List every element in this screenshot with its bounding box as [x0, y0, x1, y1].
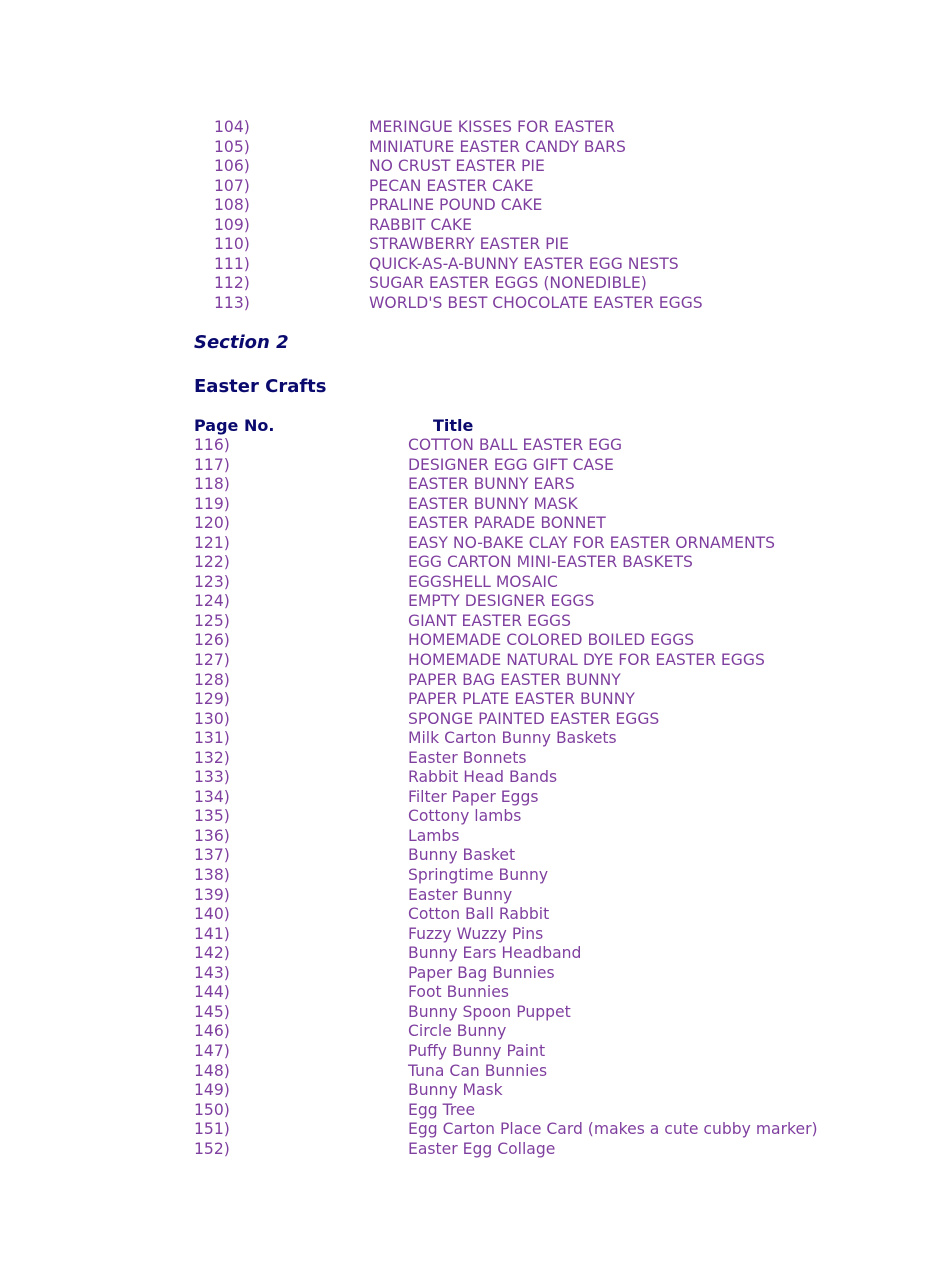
list-item	[194, 944, 818, 964]
page-number: 142)	[194, 944, 230, 963]
item-title: Bunny Spoon Puppet	[408, 1002, 571, 1021]
item-title: Springtime Bunny	[408, 866, 549, 885]
list-item	[194, 729, 818, 749]
page-number: 118)	[194, 475, 230, 494]
list-item	[194, 846, 818, 866]
item-title: Easter Egg Collage	[408, 1139, 556, 1158]
item-title: Easter Bunny	[408, 885, 513, 904]
item-title: PAPER PLATE EASTER BUNNY	[408, 690, 635, 709]
page-number: 150)	[194, 1100, 230, 1119]
page-number: 107)	[214, 176, 250, 195]
list-item	[194, 671, 818, 691]
page-number: 131)	[194, 729, 230, 748]
page-number: 152)	[194, 1139, 230, 1158]
item-title: NO CRUST EASTER PIE	[369, 157, 545, 176]
list-item	[194, 807, 818, 827]
item-title: Puffy Bunny Paint	[408, 1041, 546, 1060]
item-title: Lambs	[408, 826, 460, 845]
page-number: 140)	[194, 905, 230, 924]
page-number: 133)	[194, 768, 230, 787]
item-title: HOMEMADE NATURAL DYE FOR EASTER EGGS	[408, 651, 765, 670]
item-title: Cottony lambs	[408, 807, 522, 826]
previous-section-list	[214, 118, 703, 313]
item-title: SPONGE PAINTED EASTER EGGS	[408, 709, 660, 728]
item-title: STRAWBERRY EASTER PIE	[369, 235, 570, 254]
page-number: 121)	[194, 533, 230, 552]
list-item	[194, 592, 818, 612]
item-title: Easter Bonnets	[408, 748, 527, 767]
list-item	[194, 612, 818, 632]
item-title: MINIATURE EASTER CANDY BARS	[369, 137, 626, 156]
list-item	[194, 768, 818, 788]
list-item	[194, 1003, 818, 1023]
item-title: EASTER BUNNY MASK	[408, 494, 578, 513]
item-title: Foot Bunnies	[408, 983, 509, 1002]
page-number: 148)	[194, 1061, 230, 1080]
page-number: 132)	[194, 748, 230, 767]
page-number: 126)	[194, 631, 230, 650]
item-title: PAPER BAG EASTER BUNNY	[408, 670, 621, 689]
list-item	[194, 886, 818, 906]
page-number: 123)	[194, 572, 230, 591]
list-item	[194, 905, 818, 925]
list-item	[194, 1042, 818, 1062]
page-number: 120)	[194, 514, 230, 533]
page-number: 127)	[194, 651, 230, 670]
easter-crafts-list	[194, 436, 818, 1159]
list-item	[214, 138, 703, 158]
item-title: Filter Paper Eggs	[408, 787, 539, 806]
item-title: Paper Bag Bunnies	[408, 963, 555, 982]
list-item	[194, 553, 818, 573]
item-title: PRALINE POUND CAKE	[369, 196, 543, 215]
list-item	[194, 631, 818, 651]
list-item	[194, 495, 818, 515]
item-title: Bunny Basket	[408, 846, 516, 865]
list-item	[194, 456, 818, 476]
list-item	[214, 216, 703, 236]
page-number: 109)	[214, 215, 250, 234]
item-title: Bunny Ears Headband	[408, 944, 582, 963]
list-item	[214, 157, 703, 177]
page-number: 113)	[214, 293, 250, 312]
item-title: MERINGUE KISSES FOR EASTER	[369, 118, 615, 136]
list-item	[194, 436, 818, 456]
list-item	[214, 255, 703, 275]
item-title: Rabbit Head Bands	[408, 768, 558, 787]
item-title: EMPTY DESIGNER EGGS	[408, 592, 595, 611]
list-item	[214, 118, 703, 138]
page-number: 145)	[194, 1002, 230, 1021]
page-number: 139)	[194, 885, 230, 904]
page-number: 112)	[214, 274, 250, 293]
page-number: 116)	[194, 436, 230, 454]
page-number: 143)	[194, 963, 230, 982]
item-title: DESIGNER EGG GIFT CASE	[408, 455, 614, 474]
page-number: 125)	[194, 611, 230, 630]
item-title: Bunny Mask	[408, 1081, 503, 1100]
item-title: Fuzzy Wuzzy Pins	[408, 924, 544, 943]
list-item	[194, 1062, 818, 1082]
list-item	[194, 964, 818, 984]
page-number: 124)	[194, 592, 230, 611]
list-item	[214, 235, 703, 255]
item-title: Egg Carton Place Card (makes a cute cubby marker)	[408, 1120, 818, 1139]
page-number: 147)	[194, 1041, 230, 1060]
list-item	[214, 294, 703, 314]
section-label: Section 2	[194, 332, 289, 353]
item-title: Milk Carton Bunny Baskets	[408, 729, 617, 748]
list-item	[214, 274, 703, 294]
column-header-title: Title	[433, 416, 474, 435]
list-item	[194, 827, 818, 847]
item-title: Circle Bunny	[408, 1022, 507, 1041]
page-number: 119)	[194, 494, 230, 513]
page-number: 129)	[194, 690, 230, 709]
item-title: GIANT EASTER EGGS	[408, 611, 572, 630]
page-number: 137)	[194, 846, 230, 865]
item-title: WORLD'S BEST CHOCOLATE EASTER EGGS	[369, 293, 703, 312]
page-number: 134)	[194, 787, 230, 806]
list-item	[194, 690, 818, 710]
list-item	[194, 1022, 818, 1042]
column-header-page-no: Page No.	[194, 416, 275, 435]
page-number: 146)	[194, 1022, 230, 1041]
page-number: 149)	[194, 1081, 230, 1100]
item-title: Cotton Ball Rabbit	[408, 905, 550, 924]
page-number: 135)	[194, 807, 230, 826]
item-title: PECAN EASTER CAKE	[369, 176, 534, 195]
list-item	[194, 1140, 818, 1160]
list-item	[194, 651, 818, 671]
page-number: 136)	[194, 826, 230, 845]
list-item	[194, 475, 818, 495]
page-number: 117)	[194, 455, 230, 474]
page-number: 108)	[214, 196, 250, 215]
list-item	[194, 710, 818, 730]
list-item	[194, 514, 818, 534]
item-title: EASTER BUNNY EARS	[408, 475, 575, 494]
section-title: Easter Crafts	[194, 376, 327, 397]
page-number: 138)	[194, 866, 230, 885]
item-title: RABBIT CAKE	[369, 215, 472, 234]
page-number: 106)	[214, 157, 250, 176]
item-title: Tuna Can Bunnies	[408, 1061, 548, 1080]
page-number: 104)	[214, 118, 250, 136]
list-item	[194, 866, 818, 886]
page-number: 105)	[214, 137, 250, 156]
page-number: 130)	[194, 709, 230, 728]
item-title: EGGSHELL MOSAIC	[408, 572, 558, 591]
list-item	[194, 983, 818, 1003]
page-number: 128)	[194, 670, 230, 689]
list-item	[194, 573, 818, 593]
list-item	[194, 925, 818, 945]
list-item	[194, 534, 818, 554]
item-title: COTTON BALL EASTER EGG	[408, 436, 623, 454]
list-item	[194, 1120, 818, 1140]
page-number: 122)	[194, 553, 230, 572]
page-number: 144)	[194, 983, 230, 1002]
item-title: SUGAR EASTER EGGS (NONEDIBLE)	[369, 274, 647, 293]
page-number: 111)	[214, 254, 250, 273]
list-item	[214, 177, 703, 197]
page-number: 141)	[194, 924, 230, 943]
item-title: Egg Tree	[408, 1100, 476, 1119]
item-title: HOMEMADE COLORED BOILED EGGS	[408, 631, 695, 650]
item-title: EASTER PARADE BONNET	[408, 514, 606, 533]
list-item	[194, 749, 818, 769]
item-title: QUICK-AS-A-BUNNY EASTER EGG NESTS	[369, 254, 679, 273]
list-item	[194, 1101, 818, 1121]
page-number: 151)	[194, 1120, 230, 1139]
item-title: EGG CARTON MINI-EASTER BASKETS	[408, 553, 693, 572]
list-item	[214, 196, 703, 216]
list-item	[194, 1081, 818, 1101]
item-title: EASY NO-BAKE CLAY FOR EASTER ORNAMENTS	[408, 533, 776, 552]
page-number: 110)	[214, 235, 250, 254]
list-item	[194, 788, 818, 808]
